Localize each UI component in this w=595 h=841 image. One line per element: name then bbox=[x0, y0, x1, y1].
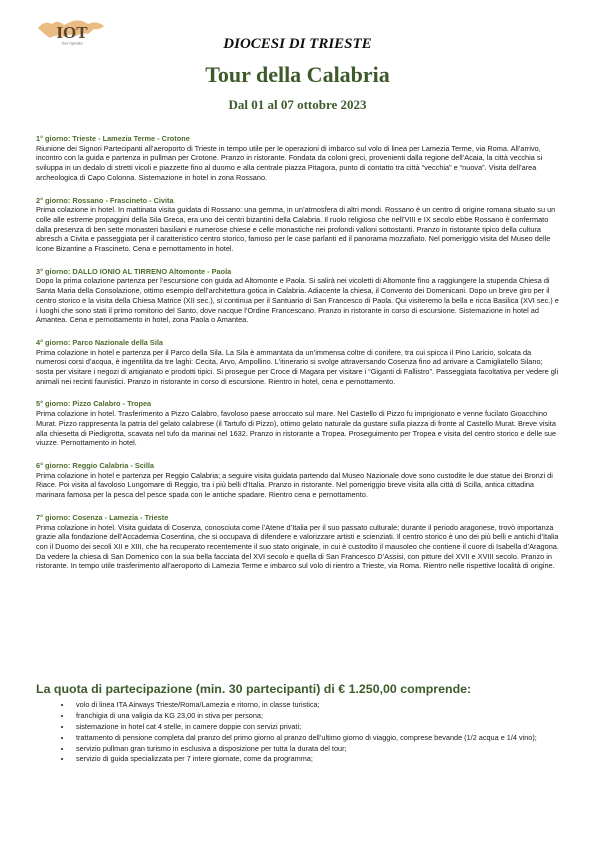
itinerary bbox=[36, 134, 562, 584]
day-title: 5° giorno: Pizzo Calabro - Tropea bbox=[36, 399, 152, 409]
day-4 bbox=[36, 338, 562, 387]
day-description: Prima colazione in hotel. In mattinata visita guidata di Rossano: una gemma, in un’atmosfera di altri mondi. Rossano è un centro di origine romana situato su un colle alle estreme propaggini della Sila Greca, era uno dei centri bizantini della Calabria. Il ruolo religioso che nell’VIII e IX secolo ebbe Rossano è confermato dalla presenza di ben sette monasteri basiliani e numerose chiese e celle monastiche nei profondi valloni sottostanti. Pranzo in ristorante tipico della cultura abresch a Civita e passeggiata per il caratteristico centro storico, famoso per le case parlanti ed il panorama mozzafiato. Nel pomeriggio visita del Museo delle Icone Bizantine a Frascineto. Cena e pernottamento in hotel. bbox=[36, 205, 556, 254]
list-item: • franchigia di una valigia da KG 23,00 in stiva per persona; bbox=[72, 711, 562, 721]
day-title: 2° giorno: Rossano - Frascineto - Civita bbox=[36, 195, 174, 205]
price-heading: La quota di partecipazione (min. 30 partecipanti) di € 1.250,00 comprende: bbox=[36, 682, 472, 696]
page-title: Tour della Calabria bbox=[205, 62, 390, 87]
day-description: Prima colazione in hotel e partenza per Reggio Calabria; a seguire visita guidata partendo dal Museo Nazionale dove sono custodite le due statue dei Bronzi di Riace. Poi visita al favoloso Lungomare di Reggio, tra i più belli d’Italia. Pranzo in ristorante. Nel pomeriggio breve visita alla città di Scilla, antica cittadina marinara famosa per la pesca del pesce spada con le antiche spadare. Rientro cena e pernottamento. bbox=[36, 470, 553, 500]
day-7 bbox=[36, 513, 562, 571]
day-title: 7° giorno: Cosenza - Lamezia - Trieste bbox=[36, 512, 169, 522]
day-description: Riunione dei Signori Partecipanti all’aeroporto di Trieste in tempo utile per le operazioni di imbarco sul volo di linea per Lamezia Terme, via Roma. All’arrivo, incontro con la guida e partenza in pullman per Crotone. Pranzo in ristorante. Fondata da coloni greci, provenienti dalla regione dell’Acaia, la città vecchia si sviluppa in un dedalo di stretti vicoli e piazzette fino al duomo e alla centrale piazza Pitagora, punto di contatto tra città “vecchia” e “nuova”. Visita dell’area archeologica di Capo Colonna. Sistemazione in hotel in zona Rossano. bbox=[36, 143, 543, 182]
day-3 bbox=[36, 267, 562, 325]
day-title: 4° giorno: Parco Nazionale della Sila bbox=[36, 337, 163, 347]
day-description: Prima colazione in hotel e partenza per il Parco della Sila. La Sila è ammantata da un’immensa coltre di conifere, tra cui spicca il Pino Laricio, solcata da numerosi corsi d’acqua, è ingentilita da tre laghi: Cecita, Arvo, Ampollino. L’itinerario si svolge attraversando Cosenza fino ad arrivare a Camigliatello Silano; sosta per visitare i negozi di artigianato e prodotti tipici. Si prosegue per Croce di Magara per visitare i “Giganti di Fallistro”. Passeggiata facoltativa per vedere gli animali nei recinti faunistici. Pranzo in ristorante in corso di escursione. Rientro in hotel, cena e pernottamento. bbox=[36, 347, 559, 386]
list-item: • volo di linea ITA Airways Trieste/Roma/Lamezia e ritorno, in classe turistica; bbox=[72, 700, 562, 710]
included-services-list bbox=[36, 700, 562, 764]
day-description: Prima colazione in hotel. Trasferimento a Pizzo Calabro, favoloso paese arroccato sul mare. Nel Castello di Pizzo fu imprigionato e venne fucilato Gioacchino Murat. Pizzo rappresenta la patria del gelato calabrese (il Tartufo di Pizzo), ottimo gelato naturale da gustare sulla piazza di fronte al Castello Murat. Breve visita alla chiesetta di Piedigrotta, scavata nel tufo da marinai nel 1632. Pranzo in ristorante a Tropea. Proseguimento per Tropea e visita del centro storico e delle sue viuzze. Pernottamento in hotel. bbox=[36, 409, 557, 448]
day-description: Dopo la prima colazione partenza per l’escursione con guida ad Altomonte e Paola. Si salirà nei vicoletti di Altomonte fino a raggiungere la stupenda Chiesa di Santa Maria della Consolazione, ottimo esempio dell’architettura gotica in Calabria. Adiacente la chiesa, il Convento dei Domenicani. Dopo un breve giro per il centro storico e la visita della Chiesa Matrice (XII sec.), si continua per il Santuario di San Francesco di Paola. Qui visiteremo la bella e ricca Basilica (XVI sec.) e i luoghi che sono stati il primo romitorio del Santo, dove nacque l’Ordine Francescano. Pranzo in ristorante in corso di escursione. Sistemazione in hotel ad Amantea. Cena e pernottamento in hotel, zona Paola o Amantea. bbox=[36, 276, 559, 325]
day-description: Prima colazione in hotel. Visita guidata di Cosenza, conosciuta come l’Atene d’Italia per il suo passato culturale; durante il periodo aragonese, trovò importanza grazie alla fondazione dell’Accademia Cosentina, che si occupava di difendere e valorizzare artisti e scienziati. Il centro storico è uno dei più belli e antichi d’Italia con il Duomo dei secoli XII e XIII, che ha recuperato recentemente il suo stato originale, in cui è custodito il mausoleo che contiene il cuore di Isabella d’Aragona. Da vedere la chiesa di San Domenico con la sua bella facciata del XVI secolo e quella di San Francesco D’Assisi, con pitture del XVII e XVIII secolo. Pranzo in ristorante. In tempo utile trasferimento all’aeroporto di Lamezia Terme e imbarco sul volo di rientro a Trieste, via Roma. Rientro nelle rispettive località di origine. bbox=[36, 522, 559, 571]
list-item: • servizio di guida specializzata per 7 intere giornate, come da programma; bbox=[72, 754, 562, 764]
list-item: • trattamento di pensione completa dal pranzo del primo giorno al pranzo dell’ultimo giorno di viaggio, comprese bevande (1/2 acqua e 1/4 vino); bbox=[72, 733, 562, 743]
day-1 bbox=[36, 134, 562, 183]
list-item: • sistemazione in hotel cat 4 stelle, in camere doppie con servizi privati; bbox=[72, 722, 562, 732]
list-item: • servizio pullman gran turismo in esclusiva a disposizione per tutta la durata del tour; bbox=[72, 744, 562, 754]
day-5 bbox=[36, 399, 562, 448]
day-6 bbox=[36, 461, 562, 500]
logo-text: IOT bbox=[56, 23, 88, 42]
diocese-heading: DIOCESI DI TRIESTE bbox=[223, 36, 372, 52]
day-2 bbox=[36, 196, 562, 254]
logo-subtext: Tour Operator bbox=[61, 41, 83, 46]
tour-dates: Dal 01 al 07 ottobre 2023 bbox=[228, 97, 367, 112]
day-title: 3° giorno: DALLO IONIO AL TIRRENO Altomonte - Paola bbox=[36, 266, 232, 276]
price-section bbox=[36, 682, 562, 765]
day-title: 6° giorno: Reggio Calabria - Scilla bbox=[36, 460, 155, 470]
day-title: 1° giorno: Trieste - Lamezia Terme - Crotone bbox=[36, 134, 190, 143]
